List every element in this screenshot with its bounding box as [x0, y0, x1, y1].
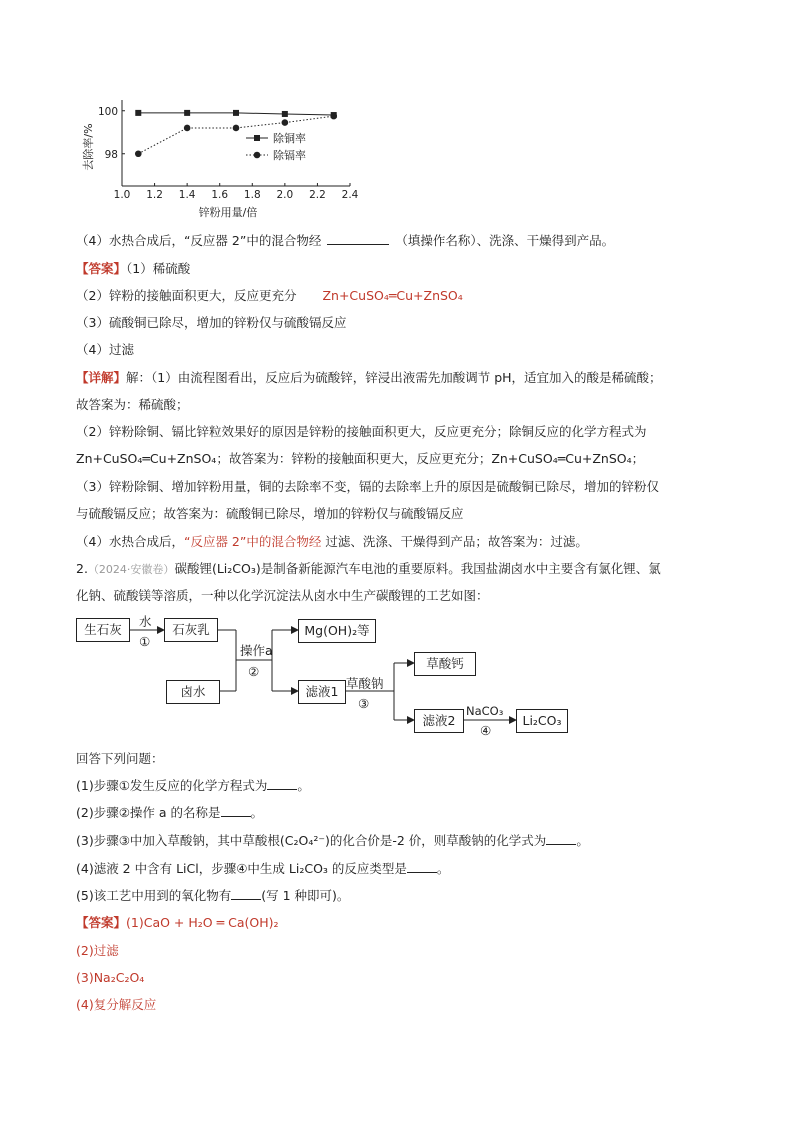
sub-question-5-text: (5)该工艺中用到的氧化物有: [76, 888, 232, 903]
answer-blank: [407, 860, 437, 873]
label-water: 水: [139, 614, 152, 629]
detail-tag: 【详解】: [76, 370, 127, 385]
question-source: （2024·安徽卷）: [87, 563, 175, 576]
y-tick-label: 100: [97, 105, 118, 118]
answer-1-text: （1）稀硫酸: [126, 261, 191, 276]
x-tick-label: 1.6: [211, 189, 229, 201]
detail-text-1: 解：（1）由流程图看出，反应后为硫酸锌，锌浸出液需先加酸调节 pH，适宜加入的酸是稀硫酸；: [126, 370, 662, 385]
y-tick-label: 98: [104, 148, 118, 161]
detail-line-3: （2）锌粉除铜、镉比锌粒效果好的原因是锌粉的接触面积更大，反应更充分；除铜反应的化学方程式为: [76, 424, 647, 439]
x-tick-label: 1.0: [113, 189, 131, 201]
label-step-4: ④: [480, 723, 492, 738]
answer-2-equation: Zn+CuSO₄═Cu+ZnSO₄: [322, 288, 463, 303]
question-number: 2.: [76, 561, 88, 576]
sub-question-4: [76, 860, 449, 878]
answer2-2: (2)过滤: [76, 943, 119, 958]
answer2-1: (1)CaO + H₂O ═ Ca(OH)₂: [126, 915, 279, 930]
x-axis-label: 锌粉用量/倍: [198, 206, 258, 219]
x-tick-label: 2.0: [276, 189, 294, 201]
detail-line-5: （3）锌粉除铜、增加锌粉用量，铜的去除率不变，镉的去除率上升的原因是硫酸铜已除尽，增加的锌粉仅: [76, 479, 659, 494]
box-mgoh2: Mg(OH)₂等: [298, 619, 376, 643]
box-filtrate-2: 滤液2: [414, 709, 464, 733]
legend-label-2: 除镉率: [273, 149, 306, 162]
question-4-text: （4）水热合成后，“反应器 2”中的混合物经: [76, 233, 322, 248]
detail-line-4: Zn+CuSO₄═Cu+ZnSO₄；故答案为：锌粉的接触面积更大，反应更充分；Zn+CuSO₄═Cu+ZnSO₄；: [76, 451, 645, 466]
answer-3: （3）硫酸铜已除尽，增加的锌粉仅与硫酸镉反应: [76, 315, 347, 330]
sub-question-1-end: 。: [297, 778, 310, 793]
sub-question-3-text: (3)步骤③中加入草酸钠，其中草酸根(C₂O₄²⁻)的化合价是-2 价，则草酸钠的化学式为: [76, 833, 547, 848]
sub-question-3: [76, 832, 589, 850]
label-na2co3: NaCO₃: [466, 704, 504, 718]
sub-question-4-text: (4)滤液 2 中含有 LiCl，步骤④中生成 Li₂CO₃ 的反应类型是: [76, 861, 407, 876]
sub-question-2: [76, 804, 263, 822]
x-tick-label: 2.2: [309, 189, 326, 201]
detail-text-7b: “反应器 2”中的混合物经: [183, 534, 322, 549]
sub-question-1-text: (1)步骤①发生反应的化学方程式为: [76, 778, 268, 793]
answer2-tag: 【答案】: [76, 915, 127, 930]
box-quicklime: 生石灰: [76, 618, 130, 642]
answer-blank: [546, 832, 576, 845]
label-operation-a: 操作a: [240, 643, 273, 658]
questions-heading: 回答下列问题：: [76, 751, 164, 766]
sub-question-4-end: 。: [436, 861, 450, 876]
answer2-3: (3)Na₂C₂O₄: [76, 970, 145, 985]
detail-line-2: 故答案为：稀硫酸；: [76, 397, 189, 412]
x-tick-label: 1.4: [178, 189, 196, 201]
answer2-line-1: [76, 914, 278, 932]
question-4-tail: （填操作名称）、洗涤、干燥得到产品。: [395, 233, 615, 248]
question-2-intro-2: 化钠、硫酸镁等溶质，一种以化学沉淀法从卤水中生产碳酸锂的工艺如图：: [76, 588, 489, 603]
answer-4: （4）过滤: [76, 342, 134, 357]
box-li2co3: Li₂CO₃: [516, 709, 568, 733]
box-calcium-oxalate: 草酸钙: [414, 652, 476, 676]
box-brine: 卤水: [166, 680, 220, 704]
label-step-3: ③: [358, 696, 370, 711]
y-axis-label: 去除率/%: [82, 123, 95, 171]
box-filtrate-1: 滤液1: [298, 680, 346, 704]
sub-question-1: [76, 777, 310, 795]
sub-question-3-end: 。: [576, 833, 589, 848]
legend-label-1: 除铜率: [273, 132, 306, 145]
answer-blank: [267, 777, 297, 790]
answer-blank: [231, 887, 261, 900]
label-step-2: ②: [248, 664, 260, 679]
sub-question-2-end: 。: [250, 805, 264, 820]
x-tick-label: 2.4: [341, 189, 359, 201]
sub-question-5-end: (写 1 种即可)。: [261, 888, 350, 903]
answer-blank: [221, 804, 251, 817]
answer-2-text: （2）锌粉的接触面积更大，反应更充分: [76, 288, 297, 303]
x-tick-label: 1.8: [243, 189, 261, 201]
question-intro-text: 碳酸锂(Li₂CO₃)是制备新能源汽车电池的重要原料。我国盐湖卤水中主要含有氯化锂、氯: [174, 561, 661, 576]
detail-text-7a: （4）水热合成后，: [76, 534, 184, 549]
answer2-4: (4)复分解反应: [76, 997, 157, 1012]
sub-question-2-text: (2)步骤②操作 a 的名称是: [76, 805, 221, 820]
detail-text-7c: 过滤、洗涤、干燥得到产品；故答案为：过滤。: [325, 534, 588, 549]
label-sodium-oxalate: 草酸钠: [346, 676, 384, 691]
detail-line-6: 与硫酸镉反应；故答案为：硫酸铜已除尽，增加的锌粉仅与硫酸镉反应: [76, 506, 464, 521]
sub-question-5: [76, 887, 349, 905]
label-step-1: ①: [139, 634, 151, 649]
box-lime-milk: 石灰乳: [164, 618, 218, 642]
answer-tag: 【答案】: [76, 261, 127, 276]
x-tick-label: 1.2: [146, 189, 163, 201]
